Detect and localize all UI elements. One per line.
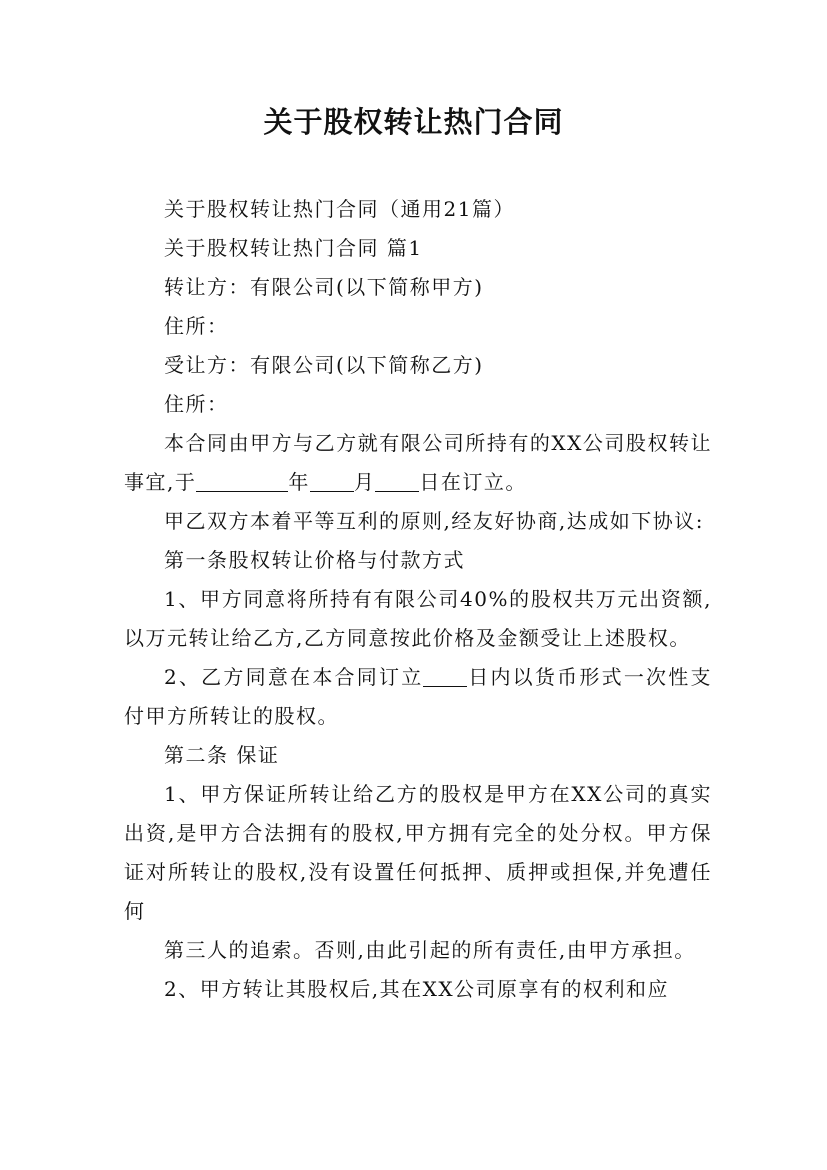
- paragraph-heading: 关于股权转让热门合同（通用21篇）: [164, 197, 515, 221]
- intro-day: 日在订立。: [419, 470, 527, 494]
- blank-line: [196, 471, 288, 492]
- clause-1-2-tail: 日内以货币形式一次性支付甲方所转让的股权。: [124, 665, 713, 728]
- paragraph-clause-2-1: 1、甲方保证所转让给乙方的股权是甲方在XX公司的真实出资,是甲方合法拥有的股权,甲方拥有完全的处分权。甲方保证对所转让的股权,没有设置任何抵押、质押或担保,并免遭任何: [124, 782, 712, 923]
- paragraph-contract-intro: [124, 424, 712, 502]
- paragraph-clause-2-1-cont: 第三人的追索。否则,由此引起的所有责任,由甲方承担。: [164, 938, 696, 962]
- paragraph-transferor: 转让方：有限公司(以下简称甲方): [164, 275, 484, 299]
- intro-year: 年: [288, 470, 310, 494]
- document-body: [124, 190, 712, 1009]
- paragraph-article-two-title: 第二条 保证: [164, 743, 280, 767]
- paragraph-article-label: 关于股权转让热门合同 篇1: [164, 236, 423, 260]
- paragraph-transferor-address: 住所：: [164, 314, 229, 338]
- intro-text: 本合同由甲方与乙方就有限公司所持有的XX公司股权转让事宜,于: [124, 431, 712, 494]
- paragraph-clause-2-2: 2、甲方转让其股权后,其在XX公司原享有的权利和应: [164, 977, 670, 1001]
- blank-line: [423, 666, 467, 687]
- paragraph-transferee-address: 住所：: [164, 392, 229, 416]
- clause-1-2-text: 2、乙方同意在本合同订立: [164, 665, 424, 689]
- paragraph-article-one-title: 第一条股权转让价格与付款方式: [164, 548, 465, 572]
- paragraph-agreement: 甲乙双方本着平等互利的原则,经友好协商,达成如下协议:: [164, 509, 704, 533]
- paragraph-clause-1-1: 1、甲方同意将所持有有限公司40%的股权共万元出资额,以万元转让给乙方,乙方同意按此价格及金额受让上述股权。: [124, 587, 712, 650]
- paragraph-clause-1-2: [124, 658, 712, 736]
- blank-line: [310, 471, 354, 492]
- blank-line: [375, 471, 419, 492]
- intro-month: 月: [353, 470, 376, 494]
- document-title: 关于股权转让热门合同: [263, 105, 564, 139]
- paragraph-transferee: 受让方：有限公司(以下简称乙方): [164, 353, 484, 377]
